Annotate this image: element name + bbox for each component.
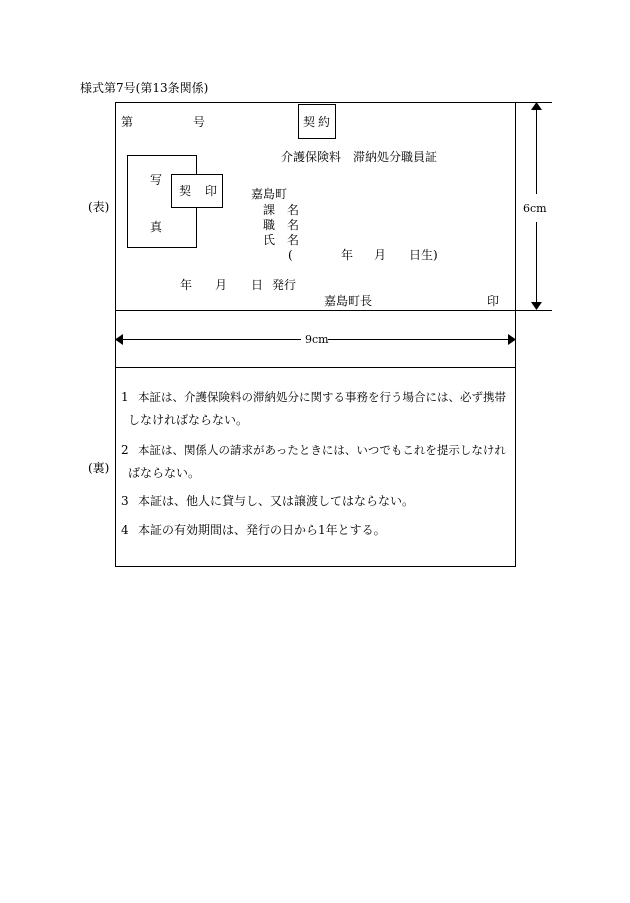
height-dim-label: 6cm: [523, 202, 547, 215]
back-item-1-line-1: [138, 391, 509, 403]
height-dim-line-upper: [536, 106, 537, 194]
birth-open: (: [288, 248, 293, 262]
post-label: 職: [263, 218, 276, 232]
issue-month: 月: [215, 278, 228, 292]
back-item-2-line-1: 本証は、関係人の請求があったときには、いつでもこれを提示しなけれ: [138, 443, 506, 457]
back-item-3-number: 3: [121, 494, 129, 508]
back-side-label: (裏): [88, 461, 110, 475]
birth-day: 日生): [409, 248, 438, 262]
birth-month: 月: [374, 248, 387, 262]
post-suffix: 名: [287, 218, 300, 232]
photo-label-top: 写: [150, 173, 163, 187]
arrow-up-icon: [531, 102, 542, 110]
issue-label: 発行: [272, 278, 297, 292]
width-dim-line-right: [328, 339, 508, 340]
name-label: 氏: [263, 233, 276, 247]
arrow-left-icon: [115, 334, 123, 345]
front-side-label: (表): [88, 200, 110, 214]
width-dim-line-left: [122, 339, 301, 340]
height-dim-bottom-tick: [516, 310, 552, 311]
card-title: 介護保険料 滞納処分職員証: [281, 150, 438, 164]
town-name: 嘉島町: [251, 187, 288, 201]
back-item-1-line-2: しなければならない。: [128, 413, 249, 427]
issuer-name: 嘉島町長: [324, 294, 373, 308]
issue-year: 年: [180, 278, 193, 292]
card-number-prefix: 第: [121, 115, 134, 129]
form-title: 様式第7号(第13条関係): [80, 81, 209, 95]
card-number-suffix: 号: [193, 115, 206, 129]
height-dim-line-lower: [536, 222, 537, 306]
back-item-2-number: 2: [121, 443, 129, 457]
issuer-seal: 印: [487, 294, 500, 308]
arrow-down-icon: [531, 302, 542, 310]
back-item-1-text: 本証は、介護保険料の滞納処分に関する事務を行う場合には、必ず携帯: [138, 390, 506, 404]
back-item-4-number: 4: [121, 523, 129, 537]
arrow-right-icon: [508, 334, 516, 345]
photo-label-bottom: 真: [150, 220, 163, 234]
dept-suffix: 名: [287, 203, 300, 217]
stamp-label-right: 印: [205, 184, 218, 198]
seal-box-label: 契約: [303, 115, 334, 129]
width-dim-label: 9cm: [305, 333, 329, 346]
stamp-label-left: 契: [179, 184, 192, 198]
back-item-4-line-1: 本証の有効期間は、発行の日から1年とする。: [138, 523, 386, 537]
issue-day: 日: [251, 278, 264, 292]
back-item-1-number: 1: [121, 390, 129, 404]
back-item-2-line-2: ばならない。: [128, 466, 201, 480]
name-suffix: 名: [287, 233, 300, 247]
dept-label: 課: [263, 203, 276, 217]
birth-year: 年: [341, 248, 354, 262]
back-item-3-line-1: 本証は、他人に貸与し、又は譲渡してはならない。: [138, 494, 415, 508]
